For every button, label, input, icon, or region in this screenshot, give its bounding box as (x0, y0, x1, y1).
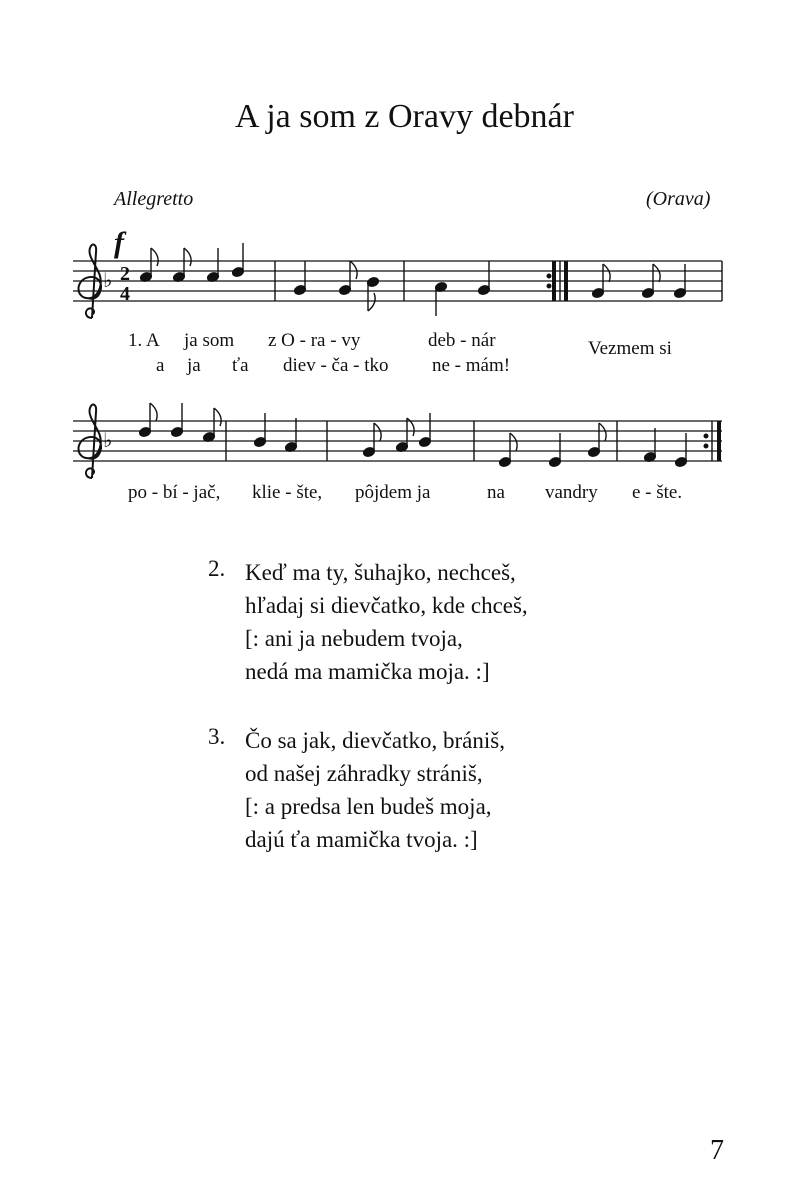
lyric-syllable: vandry (545, 482, 598, 503)
lyric-syllable: pôjdem ja (355, 482, 431, 503)
lyric-syllable: ja som (184, 330, 235, 351)
lyric-syllable: z O - ra - vy (268, 330, 361, 351)
lyric-syllable: klie - šte, (252, 482, 323, 503)
verse-line: [: ani ja nebudem tvoja, (245, 626, 463, 651)
lyric-syllable: deb - nár (428, 330, 496, 351)
tempo-marking: Allegretto (114, 188, 194, 210)
verse-number: 3. (208, 724, 226, 749)
verse-line: [: a predsa len budeš moja, (245, 794, 492, 819)
verse-line: hľadaj si dievčatko, kde chceš, (245, 593, 528, 618)
dynamic-marking: f (114, 226, 124, 259)
verse-3 (245, 724, 505, 856)
lyric-syllable: ja (187, 355, 201, 376)
time-signature-bottom: 4 (120, 283, 130, 305)
time-signature-top: 2 (120, 263, 130, 285)
notes-staff-1 (139, 243, 722, 316)
lyric-syllable: a (156, 355, 165, 376)
flat-icon: ♭ (103, 428, 113, 452)
verse-line: Keď ma ty, šuhajko, nechceš, (245, 560, 516, 585)
verse-line: od našej záhradky strániš, (245, 761, 483, 786)
notes-staff-2 (138, 403, 719, 468)
refrain-start: Vezmem si (588, 338, 672, 359)
verse-number: 2. (208, 556, 226, 581)
lyric-syllable: po - bí - jač, (128, 482, 221, 503)
lyric-syllable: ne - mám! (432, 355, 511, 376)
lyric-syllable: na (487, 482, 505, 503)
staff-2 (73, 421, 722, 461)
region-label: (Orava) (646, 188, 711, 210)
lyric-syllable: e - šte. (632, 482, 683, 503)
flat-icon: ♭ (103, 268, 113, 292)
verse-line: Čo sa jak, dievčatko, brániš, (245, 728, 505, 753)
page-number: 7 (710, 1135, 724, 1166)
staff-1 (73, 261, 722, 301)
lyric-syllable: ťa (232, 355, 249, 376)
verse-2 (245, 556, 528, 688)
lyric-syllable: diev - ča - tko (283, 355, 389, 376)
song-title: A ja som z Oravy debnár (235, 98, 574, 135)
verse-line: nedá ma mamička moja. :] (245, 659, 490, 684)
music-score (0, 0, 809, 540)
verse-line: dajú ťa mamička tvoja. :] (245, 827, 478, 852)
lyric-syllable: 1. A (128, 330, 160, 351)
